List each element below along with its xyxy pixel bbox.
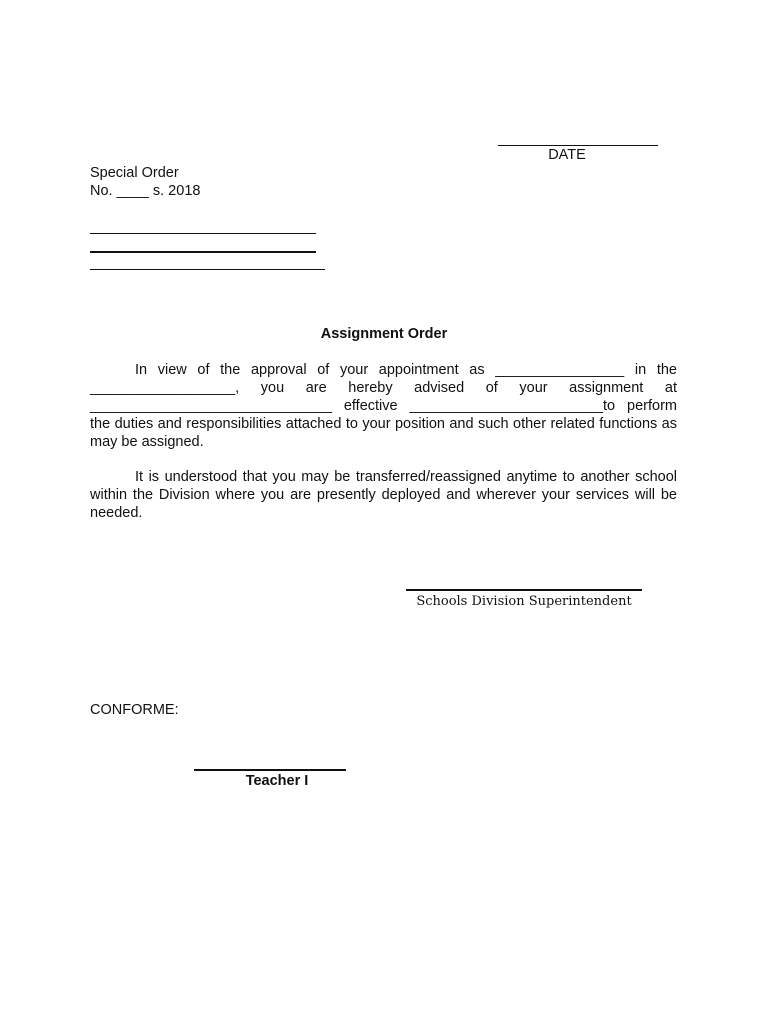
- conforme-label: CONFORME:: [90, 702, 179, 718]
- addressee-address-line: [90, 269, 325, 270]
- special-order-number: No. ____ s. 2018: [90, 183, 201, 199]
- date-signature-line: [498, 145, 658, 146]
- special-order-label: Special Order: [90, 165, 179, 181]
- assignment-paragraph-text: In view of the approval of your appointment as ________________ in the __________________, you are hereby advised of your assignment at ______________________________ effective ________________________to perform the duties and responsibilities attached to your position and such other related functions as may be assigned.: [90, 362, 677, 450]
- teacher-signature-line: [194, 769, 346, 771]
- superintendent-title: Schools Division Superintendent: [416, 594, 632, 609]
- superintendent-signature-line: [406, 589, 642, 591]
- teacher-title: Teacher I: [245, 773, 309, 789]
- addressee-position-line: [90, 251, 316, 253]
- document-title: Assignment Order: [320, 326, 448, 342]
- transfer-clause-text: It is understood that you may be transferred/reassigned anytime to another school within the Division where you are presently deployed and wherever your services will be needed.: [90, 469, 677, 521]
- assignment-paragraph: [90, 361, 677, 451]
- date-label: DATE: [548, 147, 586, 163]
- addressee-name-line: [90, 233, 316, 234]
- transfer-clause-paragraph: [90, 468, 677, 522]
